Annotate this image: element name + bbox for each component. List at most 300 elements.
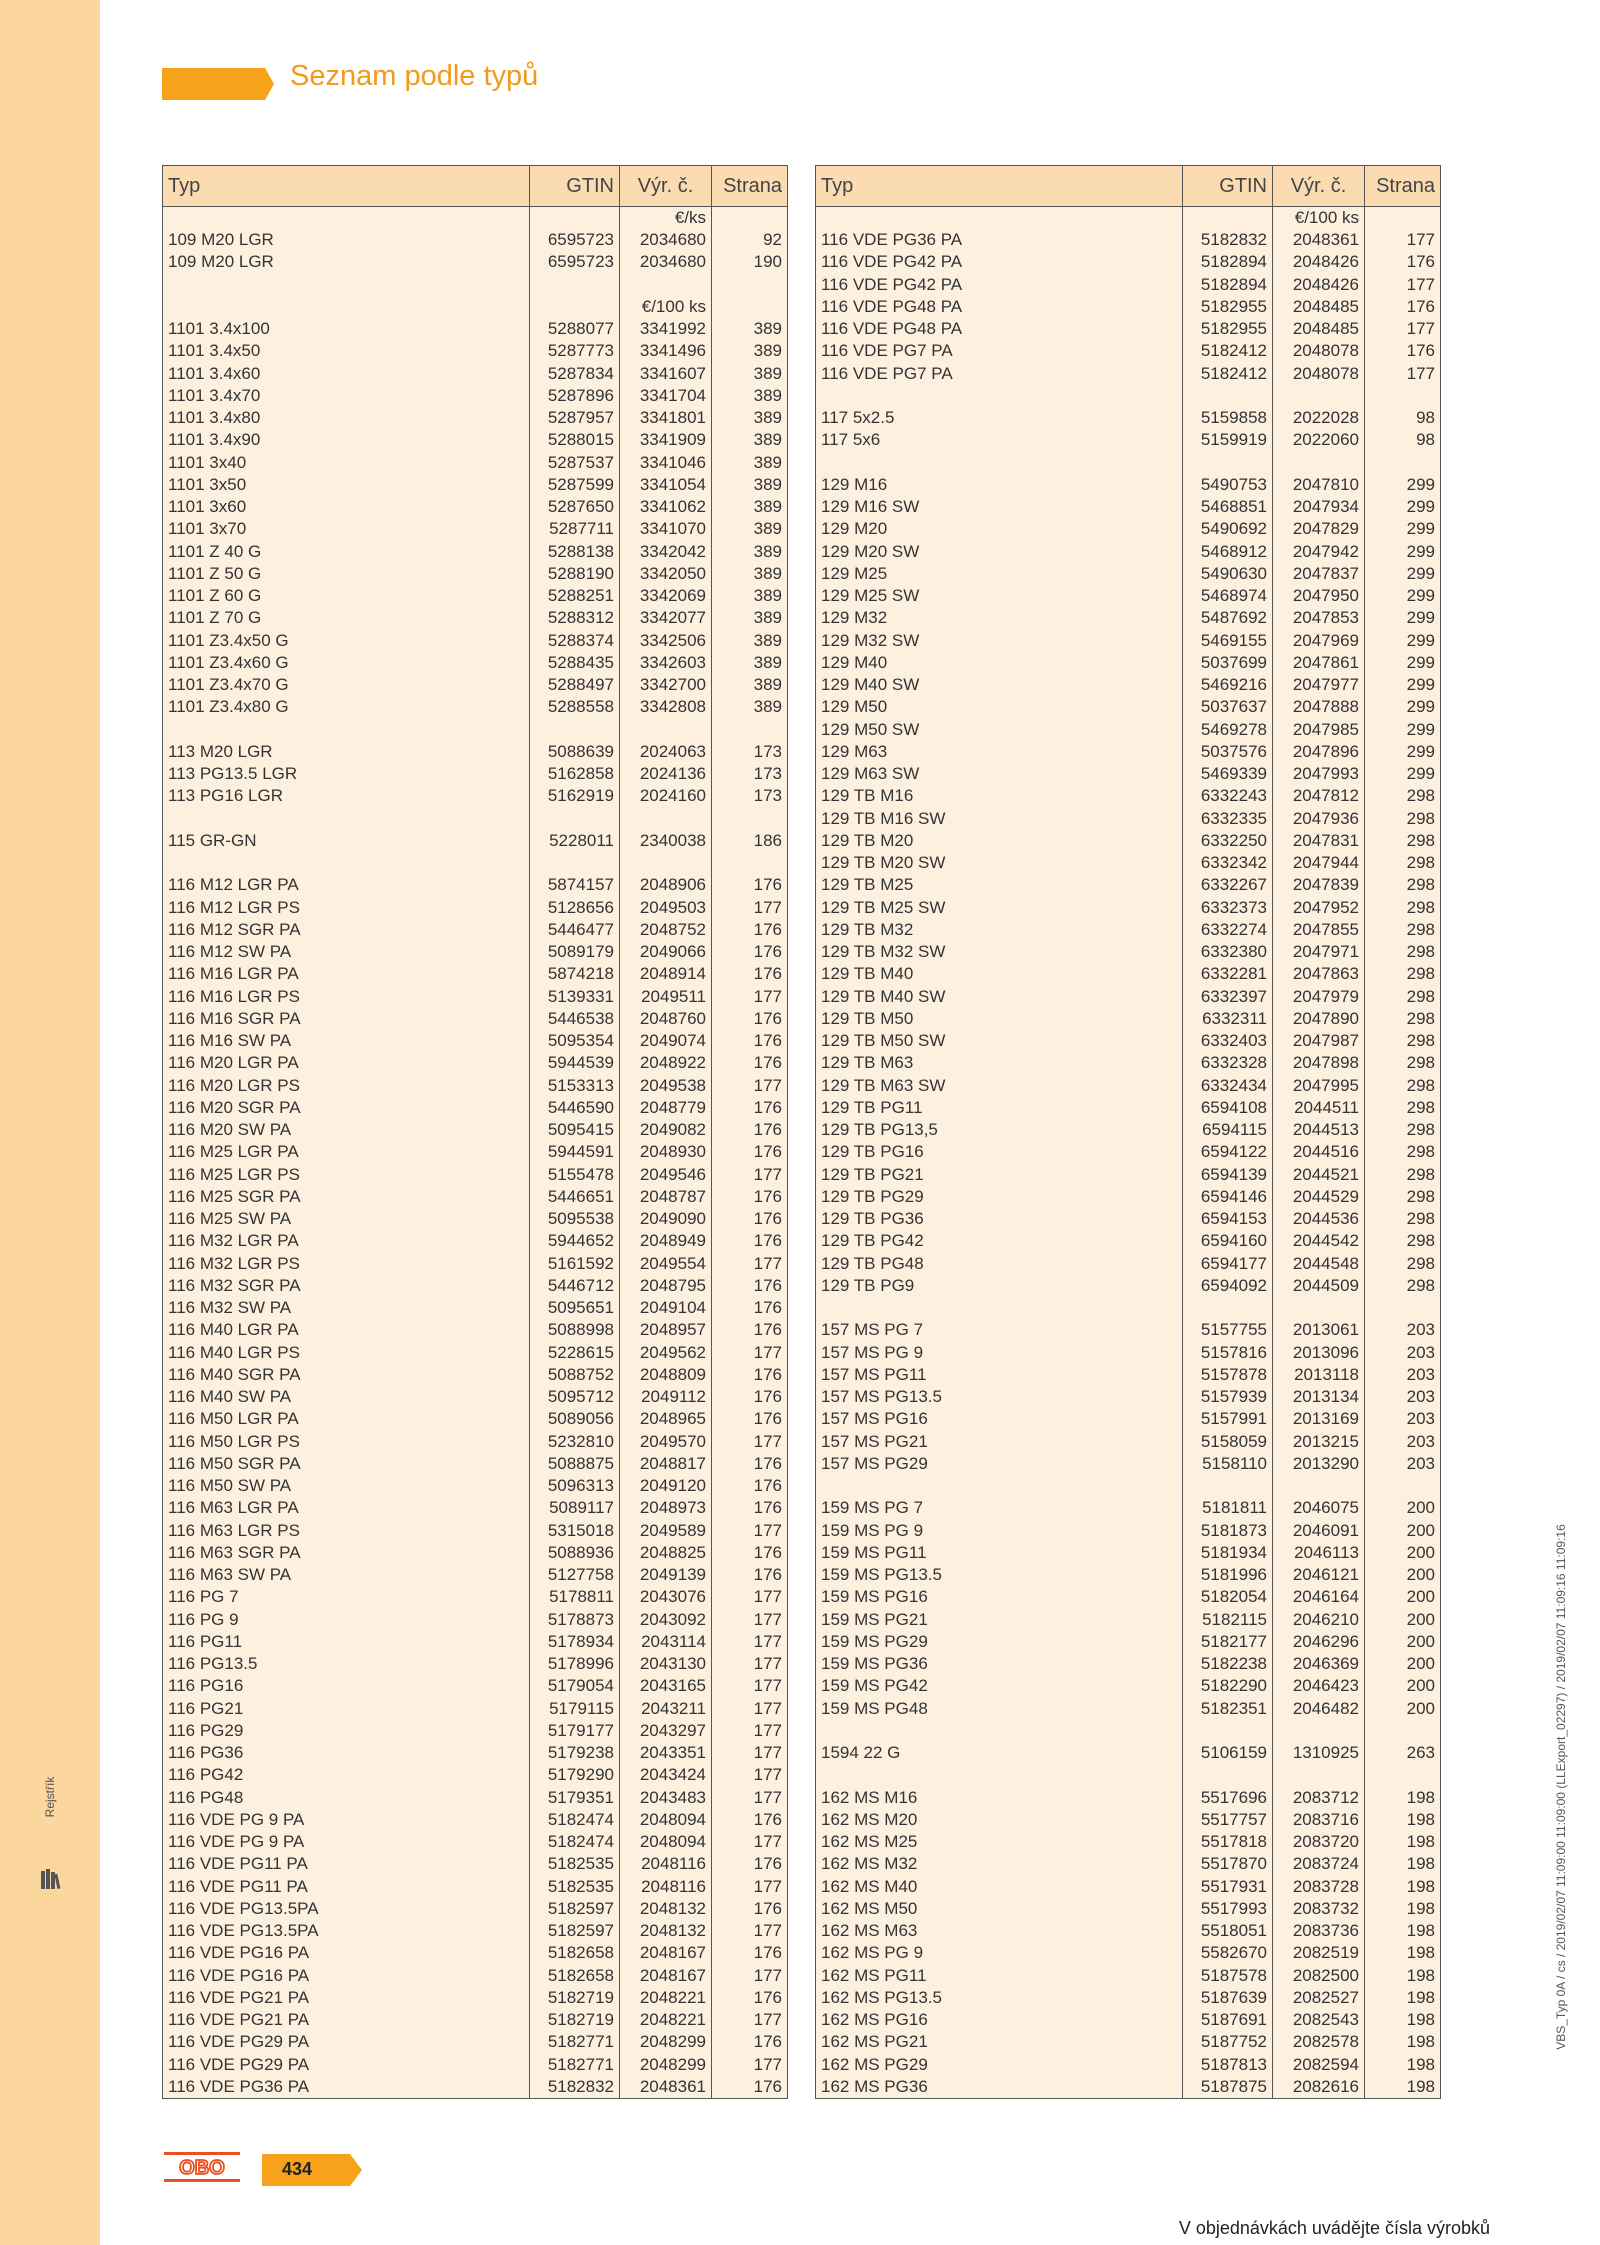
cell-gtin: 5582670 (1183, 1942, 1273, 1964)
table-body-left (163, 207, 788, 2099)
cell-vyr-c: 2048779 (620, 1097, 712, 1119)
cell-strana: 198 (1365, 1942, 1441, 1964)
cell-typ: 116 PG21 (163, 1698, 530, 1720)
cell-typ: 157 MS PG21 (816, 1431, 1183, 1453)
cell-vyr-c: 2048906 (620, 874, 712, 896)
cell-strana: 298 (1365, 986, 1441, 1008)
table-row (163, 963, 788, 985)
cell-strana: 177 (712, 1764, 788, 1786)
cell-vyr-c: 3341909 (620, 429, 712, 451)
cell-gtin: 5037699 (1183, 652, 1273, 674)
table-row (816, 1008, 1441, 1030)
cell-gtin: 6595723 (530, 251, 620, 273)
table-row (816, 919, 1441, 941)
cell-strana (712, 296, 788, 318)
cell-typ: 116 M32 LGR PS (163, 1253, 530, 1275)
cell-typ: 129 TB PG9 (816, 1275, 1183, 1297)
cell-typ: 162 MS PG13.5 (816, 1987, 1183, 2009)
cell-strana: 203 (1365, 1319, 1441, 1341)
table-row (163, 1564, 788, 1586)
cell-gtin: 5446590 (530, 1097, 620, 1119)
cell-gtin: 6332281 (1183, 963, 1273, 985)
table-row (816, 1898, 1441, 1920)
cell-strana: 389 (712, 541, 788, 563)
table-row (163, 1965, 788, 1987)
cell-typ: 129 TB M16 (816, 785, 1183, 807)
table-row (163, 1742, 788, 1764)
cell-gtin: 5182412 (1183, 363, 1273, 385)
table-row (163, 1075, 788, 1097)
cell-vyr-c: €/100 ks (1273, 207, 1365, 230)
cell-vyr-c: 2048221 (620, 1987, 712, 2009)
cell-typ: 116 VDE PG21 PA (163, 1987, 530, 2009)
cell-typ: 116 VDE PG48 PA (816, 318, 1183, 340)
cell-strana (712, 274, 788, 296)
column-header-strana: Strana (1365, 166, 1441, 207)
cell-typ: 159 MS PG13.5 (816, 1564, 1183, 1586)
cell-typ: 116 VDE PG36 PA (816, 229, 1183, 251)
cell-vyr-c: 2047969 (1273, 630, 1365, 652)
cell-gtin: 5288138 (530, 541, 620, 563)
cell-typ: 1594 22 G (816, 1742, 1183, 1764)
cell-strana: 177 (712, 1698, 788, 1720)
table-row (816, 207, 1441, 230)
cell-vyr-c: 3341801 (620, 407, 712, 429)
table-row (816, 1097, 1441, 1119)
cell-strana: 298 (1365, 785, 1441, 807)
cell-strana: 176 (712, 1008, 788, 1030)
cell-typ (816, 207, 1183, 230)
cell-gtin: 5088875 (530, 1453, 620, 1475)
cell-typ: 129 M16 (816, 474, 1183, 496)
cell-vyr-c: 2047888 (1273, 696, 1365, 718)
cell-vyr-c: 2013061 (1273, 1319, 1365, 1341)
cell-vyr-c: 2083724 (1273, 1853, 1365, 1875)
cell-gtin: 5182238 (1183, 1653, 1273, 1675)
table-row (163, 363, 788, 385)
cell-strana: 299 (1365, 563, 1441, 585)
cell-gtin: 5287834 (530, 363, 620, 385)
cell-typ: 1101 3.4x80 (163, 407, 530, 429)
cell-typ: 162 MS M63 (816, 1920, 1183, 1942)
cell-vyr-c: 3342808 (620, 696, 712, 718)
table-row (816, 1653, 1441, 1675)
cell-typ: 116 M50 LGR PA (163, 1408, 530, 1430)
cell-strana: 298 (1365, 1097, 1441, 1119)
table-row (816, 1141, 1441, 1163)
cell-vyr-c: 2083736 (1273, 1920, 1365, 1942)
cell-strana: 176 (712, 1186, 788, 1208)
table-row (163, 407, 788, 429)
cell-typ: 159 MS PG 9 (816, 1520, 1183, 1542)
cell-strana: 298 (1365, 1030, 1441, 1052)
cell-typ: 129 TB PG11 (816, 1097, 1183, 1119)
cell-gtin: 5944652 (530, 1230, 620, 1252)
table-row (816, 941, 1441, 963)
cell-vyr-c: 2046369 (1273, 1653, 1365, 1675)
cell-gtin: 5288497 (530, 674, 620, 696)
table-row (816, 1297, 1441, 1319)
cell-gtin: 5095354 (530, 1030, 620, 1052)
table-row (163, 808, 788, 830)
table-row (163, 1497, 788, 1519)
cell-typ: 116 M32 LGR PA (163, 1230, 530, 1252)
cell-gtin: 5182894 (1183, 251, 1273, 273)
cell-gtin: 5095651 (530, 1297, 620, 1319)
table-row (163, 897, 788, 919)
cell-strana: 176 (712, 1052, 788, 1074)
cell-vyr-c: 3341046 (620, 452, 712, 474)
table-row (816, 874, 1441, 896)
cell-vyr-c: 2047837 (1273, 563, 1365, 585)
cell-strana: 203 (1365, 1453, 1441, 1475)
table-row (816, 1030, 1441, 1052)
cell-vyr-c: 2049120 (620, 1475, 712, 1497)
cell-gtin: 5088936 (530, 1542, 620, 1564)
cell-typ: 162 MS M50 (816, 1898, 1183, 1920)
cell-typ (816, 1297, 1183, 1319)
cell-vyr-c: 2047944 (1273, 852, 1365, 874)
cell-strana (712, 852, 788, 874)
cell-vyr-c: 2024063 (620, 741, 712, 763)
table-row (816, 630, 1441, 652)
table-row (816, 1831, 1441, 1853)
cell-typ: 162 MS M16 (816, 1787, 1183, 1809)
cell-strana: 389 (712, 318, 788, 340)
cell-vyr-c: 2049570 (620, 1431, 712, 1453)
table-row (163, 340, 788, 362)
sidebar-label[interactable]: Rejstřík (43, 1776, 57, 1818)
cell-typ: 129 TB PG21 (816, 1164, 1183, 1186)
cell-strana: 299 (1365, 585, 1441, 607)
cell-gtin: 5178873 (530, 1609, 620, 1631)
table-row (163, 1230, 788, 1252)
cell-vyr-c: 2047979 (1273, 986, 1365, 1008)
cell-gtin: 6594108 (1183, 1097, 1273, 1119)
cell-strana: 98 (1365, 429, 1441, 451)
svg-text:OBO: OBO (179, 2157, 225, 2179)
cell-strana: 203 (1365, 1431, 1441, 1453)
cell-strana: 389 (712, 340, 788, 362)
cell-vyr-c: 2049112 (620, 1386, 712, 1408)
cell-strana: 177 (712, 1831, 788, 1853)
cell-typ: 116 VDE PG16 PA (163, 1942, 530, 1964)
table-row (816, 1631, 1441, 1653)
cell-strana: 298 (1365, 1141, 1441, 1163)
cell-strana: 177 (1365, 274, 1441, 296)
table-row (816, 1742, 1441, 1764)
cell-gtin (1183, 452, 1273, 474)
cell-gtin: 5288435 (530, 652, 620, 674)
cell-vyr-c: 2049139 (620, 1564, 712, 1586)
table-row (163, 1052, 788, 1074)
cell-gtin: 5287711 (530, 518, 620, 540)
cell-gtin: 6332380 (1183, 941, 1273, 963)
cell-vyr-c: 2043424 (620, 1764, 712, 1786)
table-row (163, 1653, 788, 1675)
cell-vyr-c: 3341070 (620, 518, 712, 540)
cell-strana: 176 (712, 1208, 788, 1230)
cell-gtin: 5178996 (530, 1653, 620, 1675)
cell-typ: 116 M40 SGR PA (163, 1364, 530, 1386)
cell-gtin: 5468974 (1183, 585, 1273, 607)
cell-typ: 159 MS PG16 (816, 1586, 1183, 1608)
table-row (163, 1898, 788, 1920)
table-row (163, 1764, 788, 1786)
cell-typ: 129 TB M40 SW (816, 986, 1183, 1008)
table-header-row (163, 166, 788, 207)
cell-gtin: 6594146 (1183, 1186, 1273, 1208)
cell-typ: 116 VDE PG29 PA (163, 2031, 530, 2053)
cell-vyr-c: 2046164 (1273, 1586, 1365, 1608)
cell-gtin: 5182771 (530, 2031, 620, 2053)
table-row (163, 1542, 788, 1564)
table-row (163, 652, 788, 674)
cell-gtin: 5096313 (530, 1475, 620, 1497)
column-header-typ: Typ (163, 166, 530, 207)
cell-vyr-c: €/ks (620, 207, 712, 230)
cell-typ: 1101 Z 40 G (163, 541, 530, 563)
cell-gtin: 6332250 (1183, 830, 1273, 852)
cell-gtin (530, 719, 620, 741)
cell-typ (816, 1720, 1183, 1742)
cell-typ: 129 TB M20 (816, 830, 1183, 852)
cell-strana: 176 (1365, 296, 1441, 318)
cell-typ: 113 M20 LGR (163, 741, 530, 763)
cell-typ: 1101 Z3.4x70 G (163, 674, 530, 696)
cell-gtin: 5187691 (1183, 2009, 1273, 2031)
table-row (816, 1675, 1441, 1697)
cell-typ: 162 MS PG29 (816, 2054, 1183, 2076)
cell-gtin: 5182719 (530, 2009, 620, 2031)
cell-strana (1365, 385, 1441, 407)
table-row (816, 407, 1441, 429)
page-title: Seznam podle typů (290, 60, 539, 92)
cell-strana: 173 (712, 763, 788, 785)
cell-gtin: 5469216 (1183, 674, 1273, 696)
cell-strana: 299 (1365, 696, 1441, 718)
cell-gtin: 5037576 (1183, 741, 1273, 763)
table-row (816, 1564, 1441, 1586)
cell-strana: 200 (1365, 1542, 1441, 1564)
cell-gtin: 5162858 (530, 763, 620, 785)
cell-vyr-c: 2047829 (1273, 518, 1365, 540)
cell-strana: 299 (1365, 496, 1441, 518)
cell-typ: 116 M40 LGR PS (163, 1342, 530, 1364)
cell-strana: 389 (712, 696, 788, 718)
cell-gtin (1183, 1764, 1273, 1786)
table-row (816, 1764, 1441, 1786)
table-row (816, 763, 1441, 785)
cell-vyr-c: 2044509 (1273, 1275, 1365, 1297)
cell-typ: 129 TB M63 (816, 1052, 1183, 1074)
table-row (816, 1052, 1441, 1074)
cell-vyr-c: 3341062 (620, 496, 712, 518)
cell-vyr-c (620, 852, 712, 874)
table-row (163, 1453, 788, 1475)
cell-gtin (1183, 1297, 1273, 1319)
obo-logo (164, 2152, 240, 2182)
table-row (163, 1475, 788, 1497)
table-row (163, 1342, 788, 1364)
table-row (163, 1119, 788, 1141)
cell-vyr-c (620, 719, 712, 741)
cell-vyr-c: 2046075 (1273, 1497, 1365, 1519)
cell-gtin: 5179290 (530, 1764, 620, 1786)
cell-gtin: 5469339 (1183, 763, 1273, 785)
cell-typ: 159 MS PG36 (816, 1653, 1183, 1675)
cell-gtin: 5287537 (530, 452, 620, 474)
cell-typ: 129 TB PG42 (816, 1230, 1183, 1252)
cell-vyr-c: 2082594 (1273, 2054, 1365, 2076)
table-row (816, 1720, 1441, 1742)
table-row (816, 1453, 1441, 1475)
table-row (163, 496, 788, 518)
cell-gtin (1183, 1720, 1273, 1742)
table-row (816, 1119, 1441, 1141)
cell-vyr-c: 2048094 (620, 1809, 712, 1831)
sidebar-strip (0, 0, 100, 2245)
cell-typ: 116 VDE PG13.5PA (163, 1920, 530, 1942)
cell-vyr-c: 2013118 (1273, 1364, 1365, 1386)
cell-vyr-c: 1310925 (1273, 1742, 1365, 1764)
cell-typ: 115 GR-GN (163, 830, 530, 852)
cell-vyr-c: 2047942 (1273, 541, 1365, 563)
cell-vyr-c: 2043211 (620, 1698, 712, 1720)
table-row (163, 207, 788, 230)
cell-strana: 198 (1365, 1898, 1441, 1920)
cell-vyr-c: 2049082 (620, 1119, 712, 1141)
cell-gtin: 6594160 (1183, 1230, 1273, 1252)
cell-vyr-c: 2047934 (1273, 496, 1365, 518)
cell-strana: 176 (712, 1564, 788, 1586)
cell-typ: 116 VDE PG 9 PA (163, 1831, 530, 1853)
cell-strana: 176 (712, 1097, 788, 1119)
cell-typ: 129 TB M63 SW (816, 1075, 1183, 1097)
book-stack-icon[interactable] (40, 1868, 64, 1890)
cell-gtin: 5468851 (1183, 496, 1273, 518)
table-row (163, 2076, 788, 2099)
cell-typ (163, 274, 530, 296)
cell-typ: 116 VDE PG7 PA (816, 340, 1183, 362)
cell-strana: 177 (1365, 229, 1441, 251)
cell-gtin (530, 808, 620, 830)
cell-strana: 200 (1365, 1675, 1441, 1697)
cell-typ: 116 M16 SW PA (163, 1030, 530, 1052)
cell-strana: 177 (712, 1965, 788, 1987)
cell-typ: 1101 Z3.4x80 G (163, 696, 530, 718)
table-row (816, 1942, 1441, 1964)
cell-typ: 129 M20 (816, 518, 1183, 540)
cell-typ: 129 M16 SW (816, 496, 1183, 518)
cell-typ (816, 1475, 1183, 1497)
cell-gtin: 5517818 (1183, 1831, 1273, 1853)
cell-typ: 116 VDE PG42 PA (816, 274, 1183, 296)
cell-strana: 200 (1365, 1653, 1441, 1675)
cell-vyr-c: 3341607 (620, 363, 712, 385)
cell-vyr-c: 2048094 (620, 1831, 712, 1853)
cell-strana: 198 (1365, 1920, 1441, 1942)
cell-gtin: 5446712 (530, 1275, 620, 1297)
cell-vyr-c: 2082543 (1273, 2009, 1365, 2031)
cell-vyr-c: 2049066 (620, 941, 712, 963)
cell-gtin: 5288312 (530, 607, 620, 629)
cell-vyr-c: 2083720 (1273, 1831, 1365, 1853)
cell-strana: 177 (712, 2054, 788, 2076)
cell-typ: 129 M32 (816, 607, 1183, 629)
cell-gtin: 5179177 (530, 1720, 620, 1742)
table-row (163, 1186, 788, 1208)
table-row (816, 1809, 1441, 1831)
table-row (163, 274, 788, 296)
table-row (163, 1698, 788, 1720)
cell-gtin: 5179238 (530, 1742, 620, 1764)
cell-strana: 177 (712, 1520, 788, 1542)
table-header-row (816, 166, 1441, 207)
cell-vyr-c: 2024160 (620, 785, 712, 807)
table-row (816, 1787, 1441, 1809)
table-body-right (816, 207, 1441, 2099)
cell-vyr-c: 2047861 (1273, 652, 1365, 674)
cell-gtin: 5139331 (530, 986, 620, 1008)
cell-typ: 116 VDE PG42 PA (816, 251, 1183, 273)
cell-vyr-c (620, 274, 712, 296)
cell-typ: 162 MS PG36 (816, 2076, 1183, 2099)
cell-gtin: 5517757 (1183, 1809, 1273, 1831)
cell-typ: 159 MS PG48 (816, 1698, 1183, 1720)
cell-strana: 176 (712, 1853, 788, 1875)
table-row (163, 941, 788, 963)
cell-vyr-c (620, 808, 712, 830)
page-number: 434 (282, 2159, 313, 2179)
table-row (816, 674, 1441, 696)
cell-vyr-c: 2049554 (620, 1253, 712, 1275)
table-row (163, 763, 788, 785)
cell-vyr-c: 2048787 (620, 1186, 712, 1208)
cell-strana: 176 (1365, 340, 1441, 362)
cell-gtin: 5288251 (530, 585, 620, 607)
table-row (163, 1097, 788, 1119)
table-row (163, 1408, 788, 1430)
cell-gtin (530, 274, 620, 296)
cell-typ: 116 M40 SW PA (163, 1386, 530, 1408)
cell-gtin: 6332397 (1183, 986, 1273, 1008)
cell-typ: 162 MS PG16 (816, 2009, 1183, 2031)
cell-gtin: 5315018 (530, 1520, 620, 1542)
cell-typ: 157 MS PG13.5 (816, 1386, 1183, 1408)
footer-note: V objednávkách uvádějte čísla výrobků (1178, 2218, 1490, 2238)
cell-vyr-c: 2047971 (1273, 941, 1365, 963)
cell-vyr-c: 2082578 (1273, 2031, 1365, 2053)
cell-vyr-c: 2048132 (620, 1920, 712, 1942)
cell-vyr-c (1273, 385, 1365, 407)
cell-gtin: 5517931 (1183, 1876, 1273, 1898)
cell-strana: 176 (712, 919, 788, 941)
cell-gtin: 6332311 (1183, 1008, 1273, 1030)
column-header-vyr-c: Výr. č. (620, 166, 712, 207)
cell-strana: 298 (1365, 1052, 1441, 1074)
cell-gtin: 5187639 (1183, 1987, 1273, 2009)
cell-strana: 298 (1365, 941, 1441, 963)
cell-strana: 176 (712, 1386, 788, 1408)
cell-gtin (530, 296, 620, 318)
cell-vyr-c: 3341054 (620, 474, 712, 496)
cell-strana: 198 (1365, 1831, 1441, 1853)
cell-vyr-c: 2082500 (1273, 1965, 1365, 1987)
cell-strana: 200 (1365, 1698, 1441, 1720)
cell-vyr-c: 2046210 (1273, 1609, 1365, 1631)
cell-gtin: 5287957 (530, 407, 620, 429)
